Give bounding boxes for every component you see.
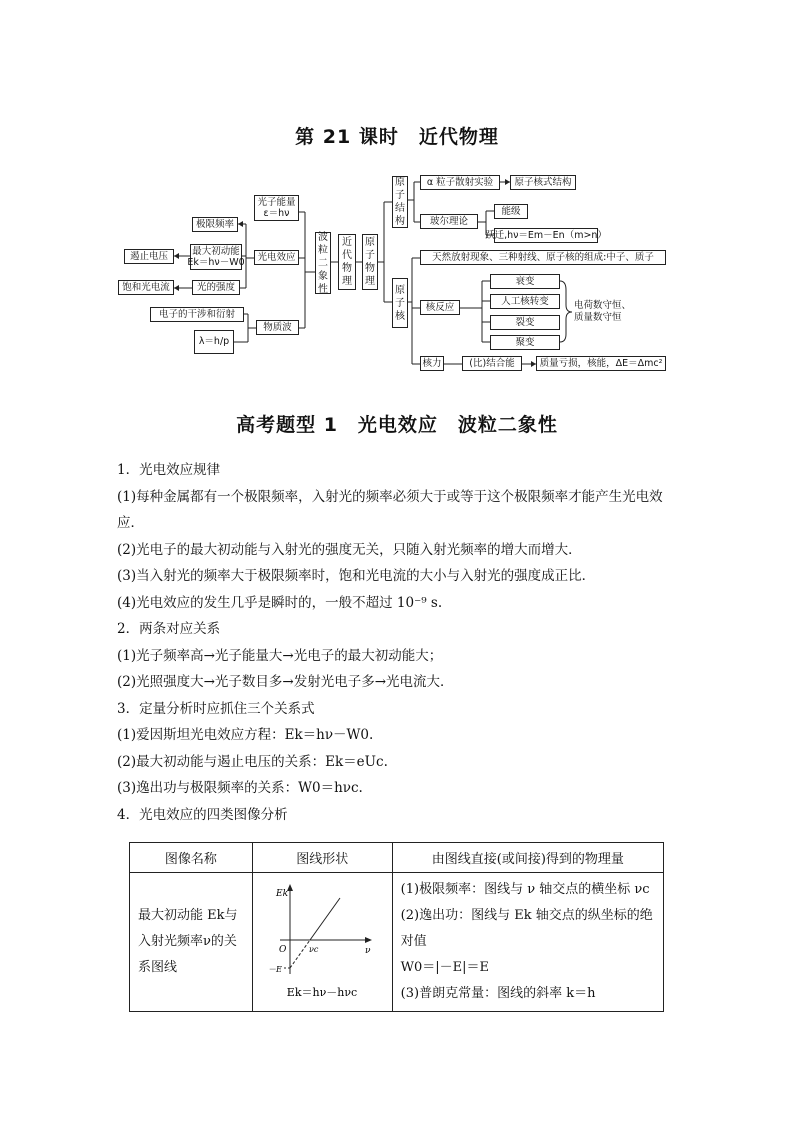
origin-label: O — [279, 945, 287, 955]
arrow-icon — [238, 221, 243, 227]
node-max-ke-label: 最大初动能 — [192, 246, 240, 257]
x-axis-label: ν — [365, 946, 371, 956]
node-energy-level: 能级 — [494, 204, 528, 219]
y-axis-label: Ek — [276, 889, 289, 899]
node-photoelectric-effect: 光电效应 — [254, 250, 299, 265]
node-nuclear-model: 原子核式结构 — [510, 175, 576, 190]
node-atomic-structure-label: 原子结构 — [395, 177, 405, 227]
section-title: 高考题型 1 光电效应 波粒二象性 — [236, 414, 558, 436]
table-header-row — [130, 843, 664, 873]
graph-quantities-cell — [392, 873, 663, 1012]
node-max-kinetic-energy — [187, 244, 245, 270]
graph-analysis-table — [129, 842, 664, 1012]
node-electron-interference: 电子的干涉和衍射 — [150, 307, 244, 322]
quantity-item: (3)普朗克常量：图线的斜率 k＝h — [400, 986, 596, 1001]
paragraph: (2)光照强度大→光子数目多→发射光电子多→光电流大． — [117, 674, 454, 690]
table-row — [130, 873, 664, 1012]
node-transition: 跃迁,hν＝Em－En（m>n） — [494, 228, 598, 243]
node-modern-physics — [338, 234, 356, 290]
node-photon-energy-formula: ε＝hν — [263, 208, 290, 219]
node-cutoff-frequency: 极限频率 — [192, 217, 238, 232]
node-mass-defect: 质量亏损，核能，ΔE＝Δmc² — [536, 356, 666, 371]
node-natural-radioactivity: 天然放射现象、三种射线、原子核的组成:中子、质子 — [420, 250, 666, 265]
graph-line-extension — [290, 940, 310, 968]
conservation-charge: 电荷数守恒、 — [574, 300, 632, 311]
node-saturation-current: 饱和光电流 — [118, 280, 174, 295]
node-atomic-structure — [392, 176, 408, 228]
arrow-right-icon — [365, 937, 372, 943]
cutoff-label: νc — [309, 945, 319, 954]
node-photon-energy-label: 光子能量 — [257, 197, 296, 208]
node-max-ke-formula: Ek＝hν－W0 — [187, 257, 245, 268]
concept-map — [0, 0, 794, 400]
node-wave-particle-duality — [315, 232, 331, 294]
paragraph: (2)光电子的最大初动能与入射光的强度无关，只随入射光频率的增大而增大． — [117, 541, 582, 558]
node-fusion: 聚变 — [490, 335, 560, 350]
heading-rules: 1．光电效应规律 — [117, 462, 221, 478]
conservation-mass: 质量数守恒 — [574, 312, 622, 323]
node-conservation — [574, 300, 631, 324]
node-de-broglie: λ＝h/p — [194, 330, 234, 354]
node-fission: 裂变 — [490, 315, 560, 330]
paragraph: (4)光电效应的发生几乎是瞬时的，一般不超过 10⁻⁹ s. — [117, 594, 443, 611]
graph-caption: Ek＝hν－hνc — [287, 986, 358, 999]
heading-graphs: 4．光电效应的四类图像分析 — [117, 806, 288, 823]
graph-line — [310, 898, 340, 940]
node-nucleus-label: 原子核 — [395, 284, 405, 322]
node-nuclear-reaction: 核反应 — [420, 300, 460, 315]
arrow-icon — [174, 285, 179, 291]
paragraph: (1)爱因斯坦光电效应方程：Ek＝hν－W0. — [117, 727, 374, 743]
arrow-icon — [174, 253, 179, 259]
node-light-intensity: 光的强度 — [192, 280, 240, 295]
node-modern-physics-label: 近代物理 — [342, 237, 352, 287]
ek-nu-graph — [262, 876, 382, 1004]
page-title: 第 21 课时 近代物理 — [295, 126, 499, 148]
quantity-item: (2)逸出功：图线与 Ek 轴交点的纵坐标的绝对值 — [400, 908, 653, 949]
node-stop-voltage: 遏止电压 — [124, 249, 174, 264]
node-atomic-physics-label: 原子物理 — [365, 237, 375, 287]
paragraph: (1)光子频率高→光子能量大→光电子的最大初动能大； — [117, 647, 443, 664]
body-text — [117, 457, 692, 828]
intercept-label: －E — [268, 965, 283, 974]
paragraph: (2)最大初动能与遏止电压的关系：Ek＝eUc. — [117, 753, 388, 770]
paragraph: (1)每种金属都有一个极限频率，入射光的频率必须大于或等于这个极限频率才能产生光电效 — [117, 488, 663, 505]
quantity-item: (1)极限频率：图线与 ν 轴交点的横坐标 νc — [400, 882, 650, 897]
node-photon-energy — [254, 195, 299, 221]
heading-relations: 2．两条对应关系 — [117, 621, 221, 637]
quantity-item: W0＝|－E|＝E — [400, 960, 490, 975]
node-artificial-transmutation: 人工核转变 — [490, 294, 560, 309]
graph-shape-cell — [252, 873, 392, 1012]
paragraph: 应． — [117, 515, 144, 531]
node-wave-particle-label: 波粒二象性 — [318, 231, 328, 295]
graph-name-cell: 最大初动能 Ek与入射光频率ν的关系图线 — [130, 873, 253, 1012]
paragraph: (3)当入射光的频率大于极限频率时，饱和光电流的大小与入射光的强度成正比． — [117, 568, 596, 584]
node-atomic-physics — [362, 234, 378, 290]
node-nucleus — [392, 278, 408, 328]
node-bohr-theory: 玻尔理论 — [420, 214, 478, 229]
table-header: 图像名称 — [130, 843, 253, 873]
heading-formulas: 3．定量分析时应抓住三个关系式 — [117, 700, 315, 717]
node-nuclear-force: 核力 — [420, 356, 444, 371]
table-header: 图线形状 — [252, 843, 392, 873]
node-alpha-scattering: α 粒子散射实验 — [420, 175, 500, 190]
paragraph: (3)逸出功与极限频率的关系：W0＝hνc. — [117, 780, 363, 796]
node-binding-energy: (比)结合能 — [462, 356, 522, 371]
node-decay: 衰变 — [490, 274, 560, 289]
table-header: 由图线直接(或间接)得到的物理量 — [392, 843, 663, 873]
node-matter-wave: 物质波 — [256, 320, 299, 335]
